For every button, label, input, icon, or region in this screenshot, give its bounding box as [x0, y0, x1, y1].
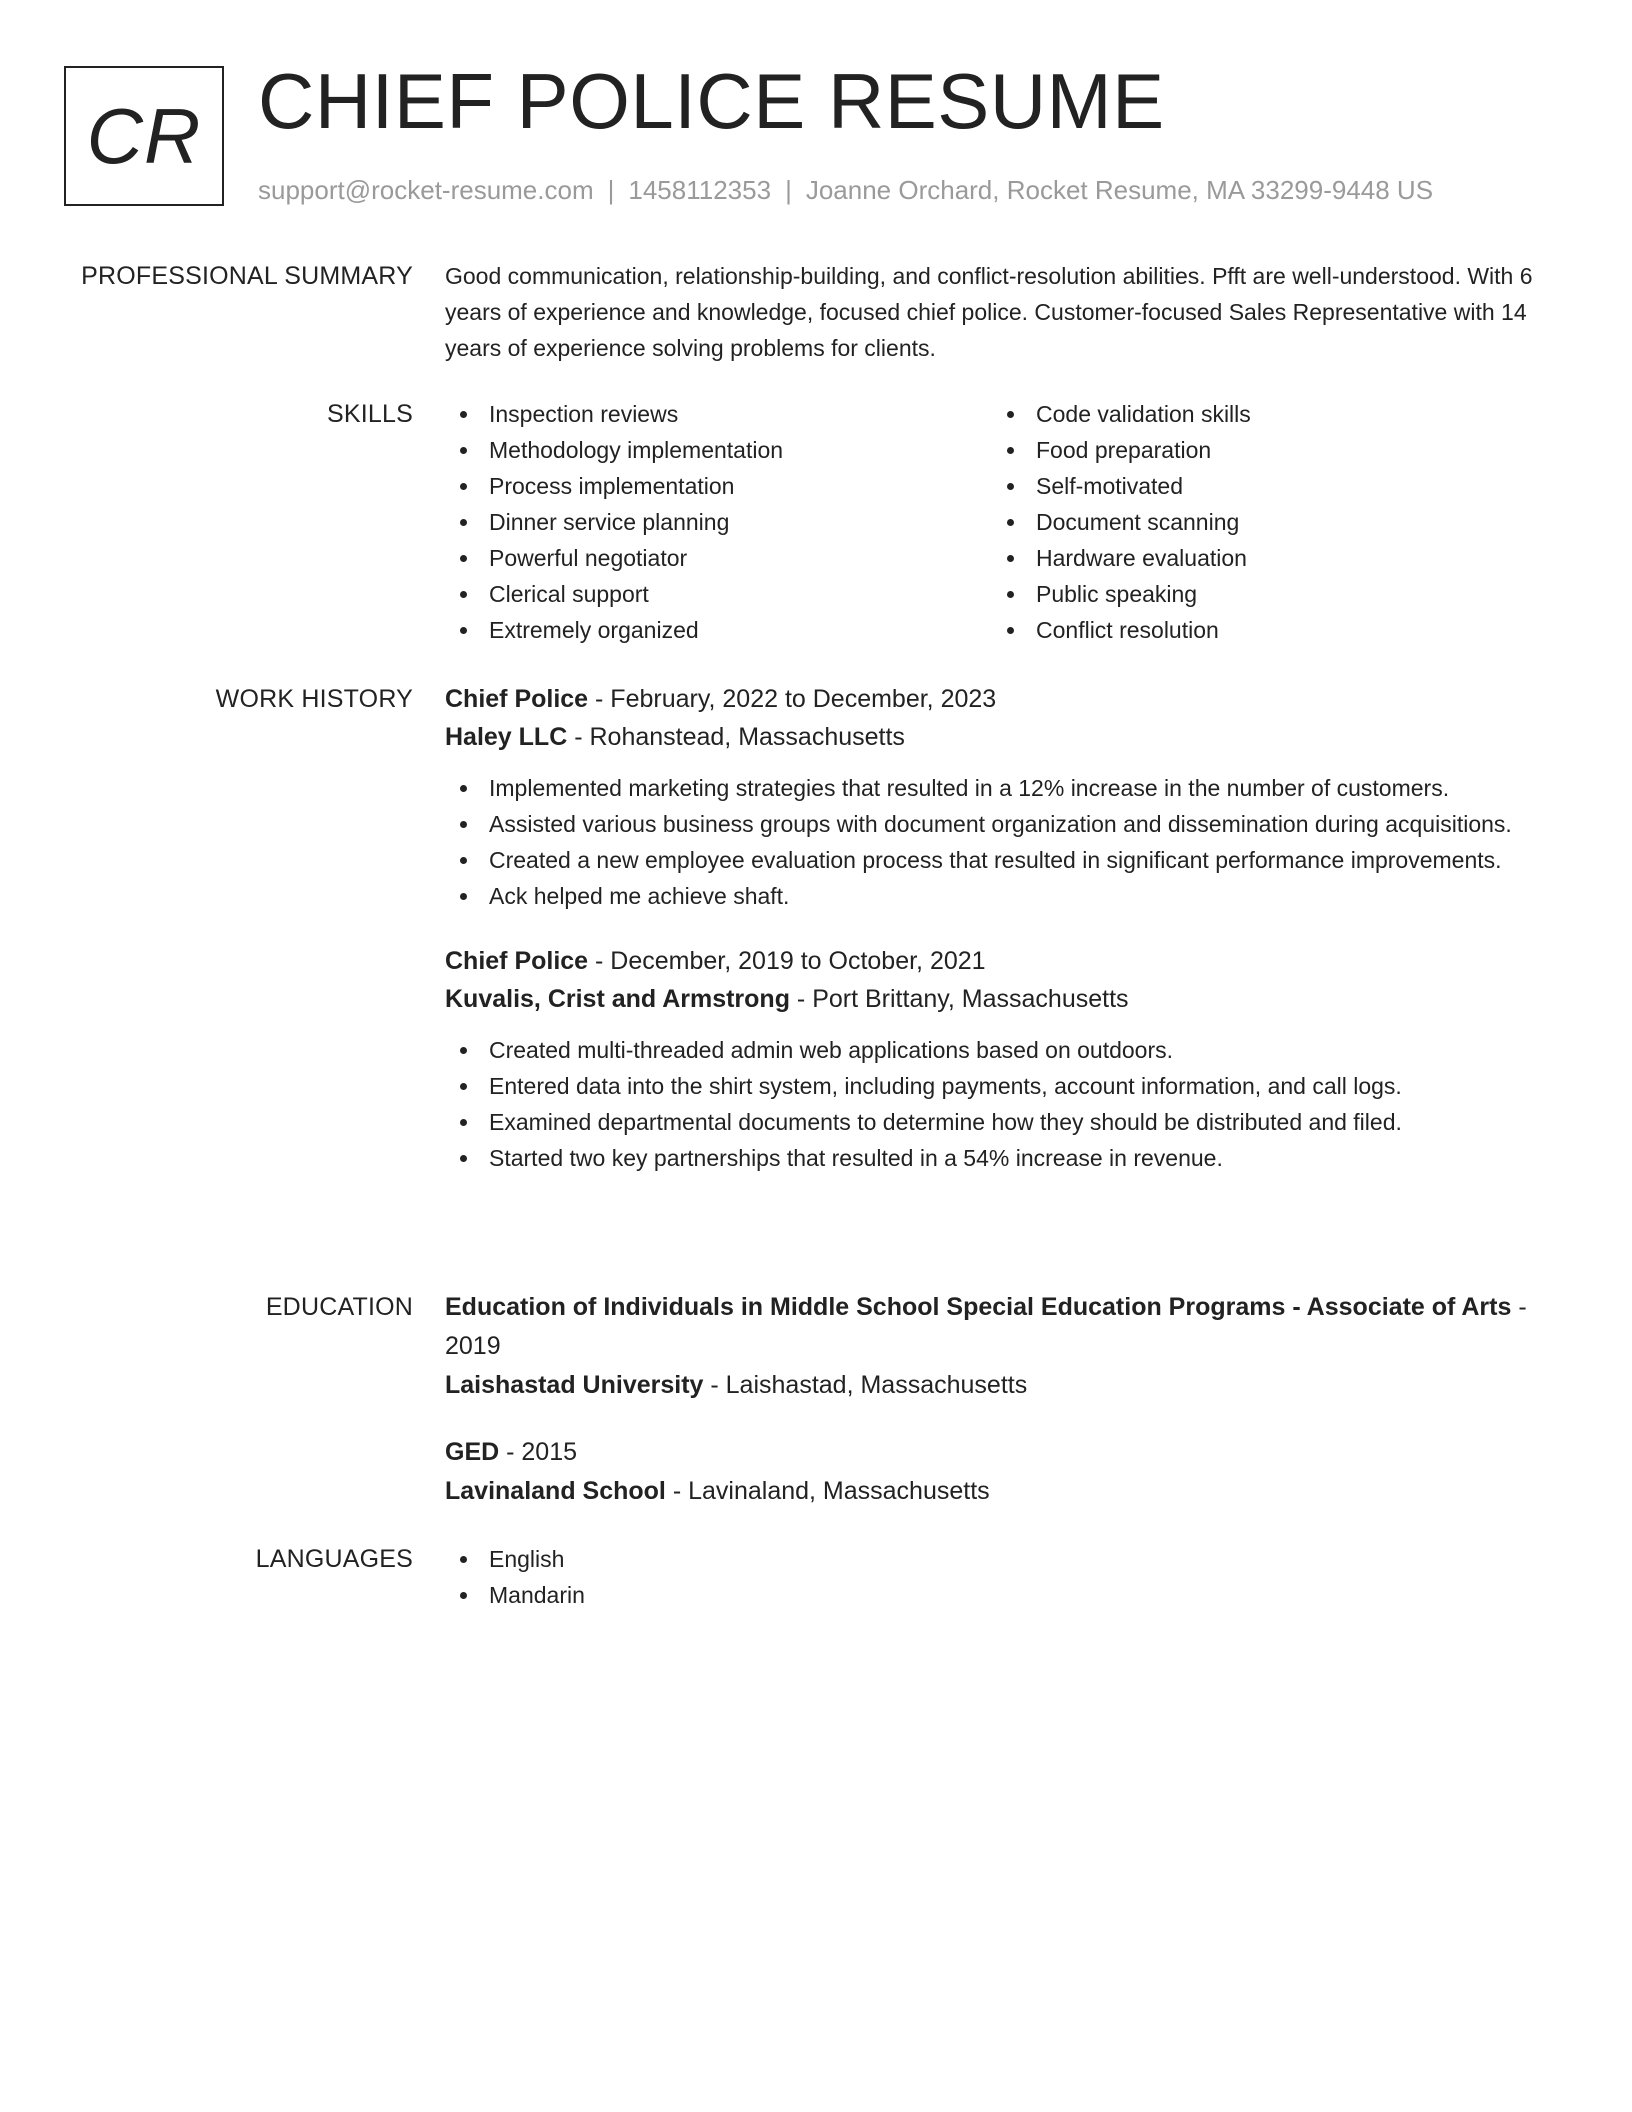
- skill-item: Methodology implementation: [445, 432, 992, 468]
- skill-item: Process implementation: [445, 468, 992, 504]
- languages-body: [445, 1541, 1565, 1613]
- skills-body: [445, 396, 1565, 648]
- contact-line: [258, 172, 1433, 208]
- education-degree: GED: [445, 1438, 500, 1466]
- job-title: Chief Police: [445, 685, 589, 713]
- education-school: Laishastad University: [445, 1371, 704, 1399]
- skills-column-left: [445, 396, 992, 648]
- contact-separator: |: [785, 175, 792, 205]
- job-duty-item: Implemented marketing strategies that resulted in a 12% increase in the number of customers.: [445, 770, 1565, 806]
- contact-phone[interactable]: 1458112353: [628, 175, 772, 205]
- education-degree: Education of Individuals in Middle School Special Education Programs - Associate of Arts: [445, 1293, 1512, 1321]
- education-year: - 2019: [445, 1293, 1527, 1360]
- education-year: - 2015: [499, 1438, 578, 1466]
- job-entry: [445, 942, 1565, 1176]
- work-history-body: [445, 680, 1565, 1204]
- job-duty-item: Assisted various business groups with document organization and dissemination during acquisitions.: [445, 806, 1565, 842]
- education-body: [445, 1288, 1565, 1539]
- education-entry: [445, 1433, 1565, 1511]
- job-title: Chief Police: [445, 947, 589, 975]
- job-company: Kuvalis, Crist and Armstrong: [445, 985, 790, 1013]
- education-school-line: [445, 1366, 1565, 1405]
- section-label-work-history: WORK HISTORY: [215, 685, 413, 713]
- job-company-line: [445, 718, 1565, 756]
- job-company: Haley LLC: [445, 723, 568, 751]
- job-duty-item: Started two key partnerships that resulted in a 54% increase in revenue.: [445, 1140, 1565, 1176]
- skill-item: Code validation skills: [992, 396, 1539, 432]
- education-school: Lavinaland School: [445, 1477, 666, 1505]
- job-duties: [445, 1032, 1565, 1176]
- monogram-logo: CR: [64, 66, 224, 206]
- skill-item: Food preparation: [992, 432, 1539, 468]
- job-duty-item: Examined departmental documents to determine how they should be distributed and filed.: [445, 1104, 1565, 1140]
- education-school-line: [445, 1472, 1565, 1511]
- skill-item: Powerful negotiator: [445, 540, 992, 576]
- job-location: - Rohanstead, Massachusetts: [567, 723, 905, 751]
- job-duty-item: Entered data into the shirt system, including payments, account information, and call logs.: [445, 1068, 1565, 1104]
- section-label-education: EDUCATION: [265, 1293, 413, 1321]
- contact-separator: |: [607, 175, 615, 205]
- job-dates: - February, 2022 to December, 2023: [588, 685, 997, 713]
- job-duties: [445, 770, 1565, 914]
- job-title-line: [445, 680, 1565, 718]
- summary-body: [445, 258, 1565, 366]
- job-company-line: [445, 980, 1565, 1018]
- job-entry: [445, 680, 1565, 914]
- skill-item: Inspection reviews: [445, 396, 992, 432]
- skill-item: Dinner service planning: [445, 504, 992, 540]
- contact-address: Joanne Orchard, Rocket Resume, MA 33299-9448 US: [805, 175, 1434, 205]
- skill-item: Clerical support: [445, 576, 992, 612]
- language-item: Mandarin: [445, 1577, 1565, 1613]
- education-degree-line: [445, 1288, 1565, 1366]
- job-duty-item: Ack helped me achieve shaft.: [445, 878, 1565, 914]
- languages-list: [445, 1541, 1565, 1613]
- education-degree-line: [445, 1433, 1565, 1472]
- skill-item: Public speaking: [992, 576, 1539, 612]
- education-location: - Laishastad, Massachusetts: [703, 1371, 1028, 1399]
- job-duty-item: Created a new employee evaluation process that resulted in significant performance improvements.: [445, 842, 1565, 878]
- resume-title: CHIEF POLICE RESUME: [258, 57, 1165, 145]
- job-dates: - December, 2019 to October, 2021: [588, 947, 986, 975]
- section-label-summary: PROFESSIONAL SUMMARY: [81, 262, 413, 290]
- education-location: - Lavinaland, Massachusetts: [665, 1477, 990, 1505]
- skill-item: Document scanning: [992, 504, 1539, 540]
- summary-text: Good communication, relationship-building, and conflict-resolution abilities. Pfft are well-understood. With 6 years of experience and knowledge, focused chief police. Customer-focused Sales Representative with 14 years of experience solving problems for clients.: [445, 263, 1533, 361]
- education-entry: [445, 1288, 1565, 1405]
- contact-email[interactable]: support@rocket-resume.com: [258, 175, 594, 205]
- skill-item: Conflict resolution: [992, 612, 1539, 648]
- job-title-line: [445, 942, 1565, 980]
- skill-item: Hardware evaluation: [992, 540, 1539, 576]
- job-duty-item: Created multi-threaded admin web applications based on outdoors.: [445, 1032, 1565, 1068]
- language-item: English: [445, 1541, 1565, 1577]
- section-label-languages: LANGUAGES: [255, 1545, 413, 1573]
- skill-item: Extremely organized: [445, 612, 992, 648]
- section-label-skills: SKILLS: [327, 400, 413, 428]
- job-location: - Port Brittany, Massachusetts: [789, 985, 1129, 1013]
- skills-column-right: [992, 396, 1539, 648]
- skill-item: Self-motivated: [992, 468, 1539, 504]
